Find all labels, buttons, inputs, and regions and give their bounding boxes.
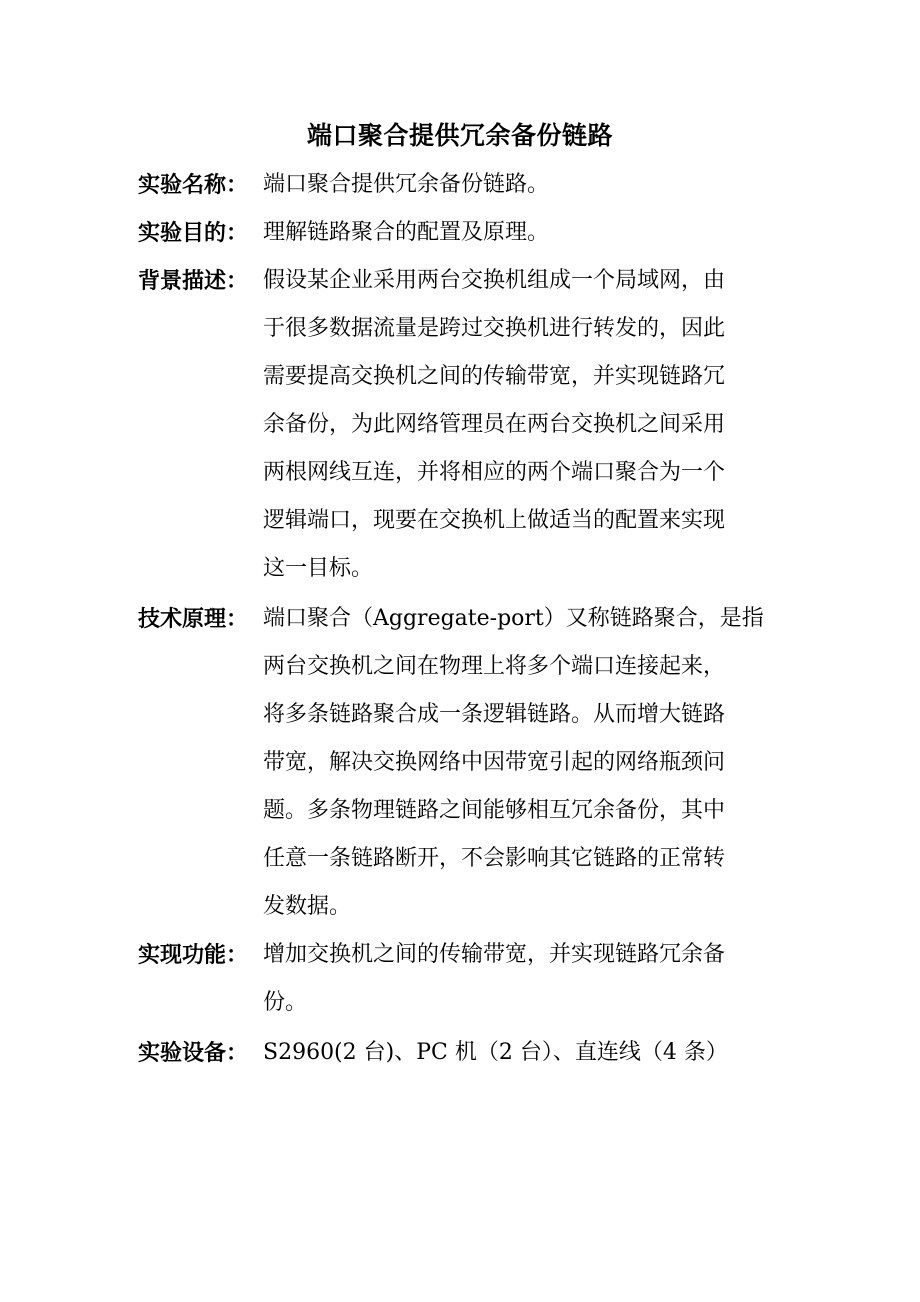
text-line: 端口聚合提供冗余备份链路。 <box>263 172 550 197</box>
text-line: 发数据。 <box>263 894 352 919</box>
section-label: 实验设备： <box>138 1040 249 1066</box>
text-line: 需要提高交换机之间的传输带宽，并实现链路冗 <box>263 364 726 389</box>
text-line: 余备份，为此网络管理员在两台交换机之间采用 <box>263 412 726 437</box>
section-body <box>263 595 783 931</box>
text-line: 两根网线互连，并将相应的两个端口聚合为一个 <box>263 460 726 485</box>
text-line: 于很多数据流量是跨过交换机进行转发的，因此 <box>263 316 726 341</box>
text-line: 假设某企业采用两台交换机组成一个局域网，由 <box>263 268 726 293</box>
section-body <box>263 1029 783 1077</box>
text-line: 端口聚合（Aggregate-port）又称链路聚合，是指 <box>263 606 764 631</box>
document-title: 端口聚合提供冗余备份链路 <box>306 121 613 150</box>
text-line: 任意一条链路断开，不会影响其它链路的正常转 <box>263 846 726 871</box>
text-line: 将多条链路聚合成一条逻辑链路。从而增大链路 <box>263 702 726 727</box>
section-body <box>263 161 783 209</box>
text-line: 增加交换机之间的传输带宽，并实现链路冗余备 <box>263 942 726 967</box>
section-body <box>263 209 783 257</box>
text-line: 份。 <box>263 990 308 1015</box>
section-label: 实验目的： <box>138 220 249 246</box>
section-label: 实现功能： <box>138 942 249 968</box>
text-line: S2960(2 台)、PC 机（2 台）、直连线（4 条） <box>263 1040 728 1065</box>
text-line: 题。多条物理链路之间能够相互冗余备份，其中 <box>263 798 726 823</box>
text-line: 两台交换机之间在物理上将多个端口连接起来， <box>263 654 726 679</box>
section-body <box>263 257 783 593</box>
section-body <box>263 931 783 1027</box>
text-line: 这一目标。 <box>263 556 374 581</box>
section-label: 技术原理： <box>138 606 249 632</box>
text-line: 理解链路聚合的配置及原理。 <box>263 220 550 245</box>
text-line: 逻辑端口，现要在交换机上做适当的配置来实现 <box>263 508 726 533</box>
section-label: 实验名称： <box>138 172 249 198</box>
section-label: 背景描述： <box>138 268 249 294</box>
text-line: 带宽，解决交换网络中因带宽引起的网络瓶颈问 <box>263 750 726 775</box>
